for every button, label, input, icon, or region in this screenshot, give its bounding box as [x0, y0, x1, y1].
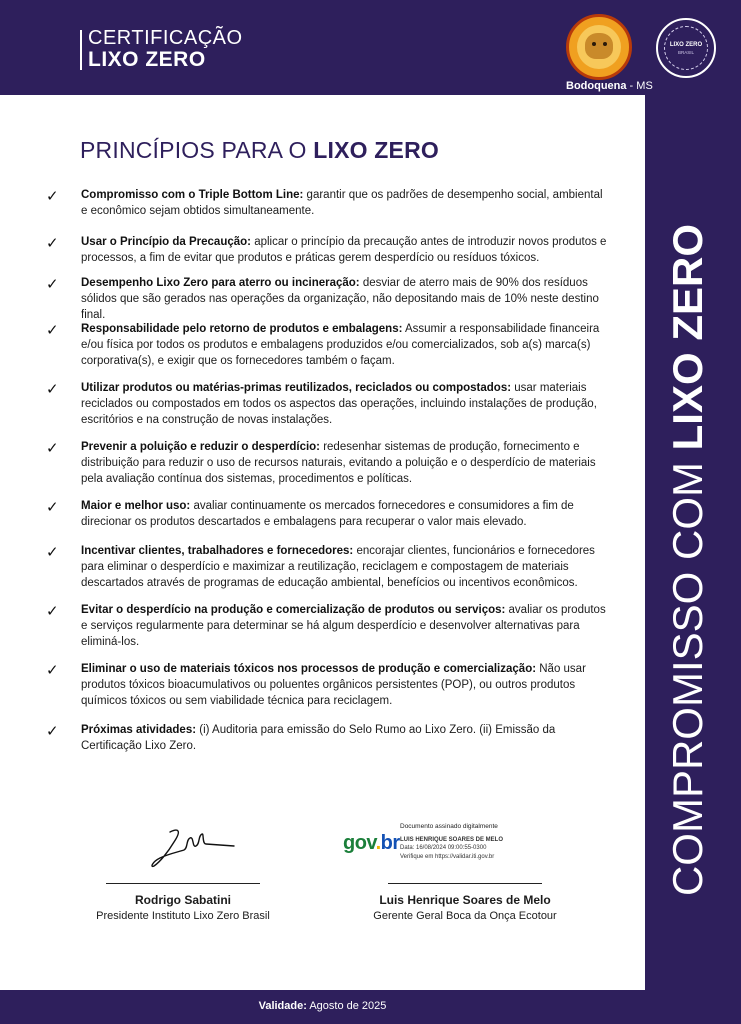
digital-signature-title: Documento assinado digitalmente: [400, 823, 498, 830]
page-title: [80, 137, 439, 164]
check-icon: ✓: [46, 543, 59, 561]
digital-signer-name: LUIS HENRIQUE SOARES DE MELO: [400, 836, 504, 843]
principle-text: [81, 380, 611, 428]
principle-heading: Responsabilidade pelo retorno de produtos e embalagens:: [81, 323, 403, 335]
boca-da-onca-logo: [566, 14, 632, 80]
vertical-slogan: [664, 170, 711, 950]
principle-heading: Usar o Princípio da Precaução:: [81, 236, 252, 248]
title-divider: [80, 30, 82, 70]
principle-heading: Maior e melhor uso:: [81, 500, 191, 512]
check-icon: ✓: [46, 187, 59, 205]
jaguar-eye: [603, 42, 607, 46]
validity-text: [0, 1000, 645, 1012]
digital-signature-block: [400, 823, 540, 861]
seal-label: LIXO ZERO: [669, 42, 703, 48]
check-icon: ✓: [46, 380, 59, 398]
principle-heading: Próximas atividades:: [81, 724, 197, 736]
principle-text: [81, 321, 611, 369]
principle-body: avaliar os produtos e serviços regularmente para determinar se há algum desperdício e desenvolver alternativas para eliminá-los.: [81, 604, 606, 648]
certification-program: LIXO ZERO: [88, 48, 206, 71]
govbr-br: br: [380, 832, 400, 854]
title-prefix: PRINCÍPIOS PARA O: [80, 137, 314, 163]
principle-text: [81, 661, 611, 709]
principle-body: desviar de aterro mais de 90% dos resíduos sólidos que são gerados nas operações da organização, não depositando mais de 10% neste destino final.: [81, 277, 599, 321]
principle-body: Não usar produtos tóxicos bioacumulativos ou poluentes orgânicos persistentes (POP), ou outros produtos químicos tóxicos ou sem viabilidade técnica para reciclagem.: [81, 663, 586, 707]
principle-text: [81, 439, 611, 487]
principle-text: [81, 498, 611, 530]
check-icon: ✓: [46, 722, 59, 740]
location-city: Bodoquena: [566, 80, 627, 92]
certification-label: CERTIFICAÇÃO: [88, 27, 243, 49]
check-icon: ✓: [46, 234, 59, 252]
seal-ring: [664, 26, 708, 70]
location-state: - MS: [626, 80, 653, 92]
principle-heading: Incentivar clientes, trabalhadores e fornecedores:: [81, 545, 354, 557]
check-icon: ✓: [46, 661, 59, 679]
slogan-emphasis: LIXO ZERO: [664, 223, 711, 451]
signer-right-name: Luis Henrique Soares de Melo: [379, 893, 551, 907]
principle-body: encorajar clientes, funcionários e fornecedores para eliminar o desperdício e maximizar a reutilização, reciclagem e compostagem de materiais descartados através de programas de educação ambiental, benefícios ou incentivos econômicos.: [81, 545, 595, 589]
principle-text: [81, 543, 611, 591]
principle-body: (i) Auditoria para emissão do Selo Rumo ao Lixo Zero. (ii) Emissão da Certificação Lixo Zero.: [81, 724, 556, 752]
digital-signature-date: Data: 16/08/2024 09:00:55-0300: [400, 845, 487, 851]
principle-heading: Evitar o desperdício na produção e comercialização de produtos ou serviços:: [81, 604, 506, 616]
title-emphasis: LIXO ZERO: [313, 137, 439, 163]
check-icon: ✓: [46, 498, 59, 516]
seal-sublabel: BRASIL: [677, 50, 694, 55]
signature-line-right: [388, 883, 542, 884]
digital-signature-verify: Verifique em https://validar.iti.gov.br: [400, 853, 495, 860]
principle-heading: Desempenho Lixo Zero para aterro ou incineração:: [81, 277, 360, 289]
principle-text: [81, 275, 611, 323]
govbr-dot: .: [375, 832, 381, 854]
principle-heading: Compromisso com o Triple Bottom Line:: [81, 189, 304, 201]
principle-heading: Utilizar produtos ou matérias-primas reutilizados, reciclados ou compostados:: [81, 382, 512, 394]
govbr-logo: [343, 832, 400, 855]
check-icon: ✓: [46, 275, 59, 293]
principle-text: [81, 722, 611, 754]
validity-value: Agosto de 2025: [306, 1000, 387, 1012]
principle-text: [81, 187, 611, 219]
principle-text: [81, 234, 611, 266]
principle-heading: Prevenir a poluição e reduzir o desperdício:: [81, 441, 321, 453]
check-icon: ✓: [46, 602, 59, 620]
principle-body: Assumir a responsabilidade financeira e/ou física por todos os produtos e embalagens produzidos e/ou comercializados, sob a(s) marca(s) corporativa(s), e exigir que os fornecedores também o façam.: [81, 323, 600, 367]
validity-label: Validade:: [258, 1000, 307, 1012]
principle-body: aplicar o princípio da precaução antes de introduzir novos produtos e processos, a fim de evitar que produtos e práticas gerem desperdício ou resíduos tóxicos.: [81, 236, 607, 264]
principle-body: avaliar continuamente os mercados fornecedores e consumidores a fim de direcionar os produtos descartados e embalagens para recuperar o valor mais elevado.: [81, 500, 574, 528]
signer-right-role: Gerente Geral Boca da Onça Ecotour: [373, 910, 557, 922]
slogan-prefix: COMPROMISSO COM: [664, 450, 711, 897]
header-band: [0, 0, 741, 95]
signer-left-role: Presidente Instituto Lixo Zero Brasil: [96, 910, 270, 922]
check-icon: ✓: [46, 321, 59, 339]
location-label: [566, 80, 653, 92]
lixo-zero-seal-logo: [656, 18, 716, 78]
principle-body: redesenhar sistemas de produção, fornecimento e distribuição para reduzir o uso de recursos naturais, evitando a poluição e o desperdício de materiais pela avaliação contínua dos sistemas, procedimentos e políticas.: [81, 441, 596, 485]
jaguar-eye: [592, 42, 596, 46]
signature-line-left: [106, 883, 260, 884]
principle-body: garantir que os padrões de desempenho social, ambiental e econômico sejam obtidos simultaneamente.: [81, 189, 603, 217]
signer-left-name: Rodrigo Sabatini: [135, 893, 231, 907]
jaguar-face-icon: [585, 33, 613, 59]
principle-text: [81, 602, 611, 650]
principle-body: usar materiais reciclados ou compostados em todos os aspectos das operações, incluindo instalações de produção, escritórios e na construção de novas instalações.: [81, 382, 597, 426]
principle-heading: Eliminar o uso de materiais tóxicos nos processos de produção e comercialização:: [81, 663, 537, 675]
check-icon: ✓: [46, 439, 59, 457]
govbr-gov: gov: [343, 832, 376, 854]
handwritten-signature: [148, 822, 238, 872]
